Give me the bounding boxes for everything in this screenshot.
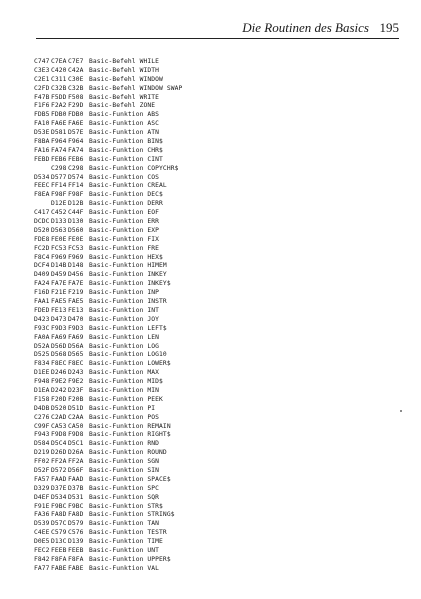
address-col-1: C4EE	[34, 529, 50, 537]
address-col-1: FA24	[34, 280, 50, 288]
listing-row	[34, 67, 394, 76]
address-col-1: F158	[34, 395, 50, 403]
address-col-2: FA8D	[51, 511, 67, 519]
address-col-2: D14B	[51, 262, 67, 270]
listing-row	[34, 94, 394, 103]
listing-row	[34, 449, 394, 458]
address-col-2: FC53	[51, 244, 67, 252]
address-col-1: FDED	[34, 306, 50, 314]
address-col-2: F964	[51, 138, 67, 146]
address-col-1: FDE8	[34, 235, 50, 243]
address-col-3: D148	[68, 262, 84, 270]
address-col-1: F8BA	[34, 138, 50, 146]
address-col-1: F8C4	[34, 253, 50, 261]
address-col-1: C747	[34, 58, 50, 65]
address-col-1: FC2D	[34, 244, 50, 252]
listing-row	[34, 76, 394, 85]
address-col-2: D473	[51, 315, 67, 323]
listing-row	[34, 156, 394, 165]
listing-row	[34, 129, 394, 138]
address-col-3: D574	[68, 173, 84, 181]
routine-description: Basic-Funktion TAN	[89, 520, 160, 528]
listing-row	[34, 458, 394, 467]
listing-row	[34, 307, 394, 316]
address-col-3: FE13	[68, 306, 84, 314]
address-col-1: D0E5	[34, 538, 50, 546]
address-col-3: D12B	[68, 200, 84, 208]
address-col-1: D539	[34, 520, 50, 528]
listing-row	[34, 236, 394, 245]
address-col-2: D568	[51, 351, 67, 359]
address-col-2: C2AD	[51, 413, 67, 421]
address-col-1: D1EE	[34, 369, 50, 377]
address-col-3: D565	[68, 351, 84, 359]
address-col-3: FAAD	[68, 475, 84, 483]
listing-row	[34, 138, 394, 147]
routine-description: Basic-Befehl WINDOW	[89, 75, 163, 83]
address-col-1: F47B	[34, 93, 50, 101]
listing-row	[34, 147, 394, 156]
routine-description: Basic-Funktion CHR$	[89, 146, 163, 154]
routine-description: Basic-Funktion INKEY$	[89, 280, 171, 288]
address-col-3: FF2A	[68, 458, 84, 466]
address-col-2: D56D	[51, 342, 67, 350]
address-col-3: C30E	[68, 75, 84, 83]
address-col-3: D51D	[68, 404, 84, 412]
address-col-3: D37B	[68, 484, 84, 492]
listing-row	[34, 440, 394, 449]
listing-row	[34, 174, 394, 183]
routine-description: Basic-Funktion LEN	[89, 333, 160, 341]
address-col-1: F8EA	[34, 191, 50, 199]
address-col-1: FEC2	[34, 546, 50, 554]
listing-row	[34, 182, 394, 191]
address-col-2: C7EA	[51, 58, 67, 65]
listing-row	[34, 334, 394, 343]
listing-row	[34, 120, 394, 129]
address-col-2: F9BC	[51, 502, 67, 510]
address-col-1: F943	[34, 431, 50, 439]
page-number: 195	[379, 20, 399, 35]
address-col-1: FA16	[34, 146, 50, 154]
routine-description: Basic-Funktion MIN	[89, 386, 160, 394]
listing-row	[34, 111, 394, 120]
routine-description: Basic-Funktion SQR	[89, 493, 160, 501]
address-col-1: C99F	[34, 422, 50, 430]
address-col-1: D53E	[34, 129, 50, 137]
address-col-1: F1F6	[34, 102, 50, 110]
address-col-2: D37E	[51, 484, 67, 492]
address-col-3: C32B	[68, 84, 84, 92]
routine-description: Basic-Funktion STR$	[89, 502, 163, 510]
routine-description: Basic-Befehl WIDTH	[89, 66, 160, 74]
routine-description: Basic-Funktion INKEY	[89, 271, 167, 279]
listing-row	[34, 209, 394, 218]
address-col-2: F9D8	[51, 431, 67, 439]
routine-description: Basic-Funktion COPYCHR$	[89, 164, 179, 172]
address-col-3: F9E2	[68, 378, 84, 386]
routine-description: Basic-Funktion INP	[89, 289, 160, 297]
routine-description: Basic-Funktion COS	[89, 173, 160, 181]
address-col-2: D520	[51, 404, 67, 412]
routine-description: Basic-Funktion SPACE$	[89, 475, 171, 483]
address-col-1: FF02	[34, 458, 50, 466]
address-col-1: F834	[34, 360, 50, 368]
routine-description: Basic-Funktion HEX$	[89, 253, 163, 261]
routine-description: Basic-Funktion DEC$	[89, 191, 163, 199]
address-col-3: F9BC	[68, 502, 84, 510]
address-col-1: C3E3	[34, 66, 50, 74]
address-col-2: C311	[51, 75, 67, 83]
address-col-2: FA69	[51, 333, 67, 341]
routine-description: Basic-Funktion LOG10	[89, 351, 167, 359]
listing-row	[34, 529, 394, 538]
routine-description: Basic-Funktion MAX	[89, 369, 160, 377]
routine-description: Basic-Funktion TIME	[89, 538, 163, 546]
routine-description: Basic-Funktion BIN$	[89, 138, 163, 146]
address-col-2: C32B	[51, 84, 67, 92]
routine-description: Basic-Funktion REMAIN	[89, 422, 171, 430]
routine-description: Basic-Funktion EOF	[89, 209, 160, 217]
routine-description: Basic-Funktion FIX	[89, 235, 160, 243]
address-col-3: FA7E	[68, 280, 84, 288]
address-col-1: DCF4	[34, 262, 50, 270]
listing-row	[34, 227, 394, 236]
listing-row	[34, 360, 394, 369]
address-col-1: D1EA	[34, 386, 50, 394]
listing-row	[34, 565, 394, 574]
address-col-3: F9D8	[68, 431, 84, 439]
address-col-3: F20B	[68, 395, 84, 403]
address-col-2: F8EC	[51, 360, 67, 368]
routine-description: Basic-Funktion ROUND	[89, 449, 167, 457]
address-col-3: C44F	[68, 209, 84, 217]
routine-description: Basic-Funktion TESTR	[89, 529, 167, 537]
routine-description: Basic-Funktion PEEK	[89, 395, 163, 403]
listing-row	[34, 271, 394, 280]
listing-row	[34, 58, 394, 67]
routine-description: Basic-Funktion LEFT$	[89, 324, 167, 332]
listing-row	[34, 316, 394, 325]
listing-row	[34, 387, 394, 396]
address-col-1: D584	[34, 440, 50, 448]
listing-row	[34, 520, 394, 529]
address-col-3: FA69	[68, 333, 84, 341]
address-col-1: D329	[34, 484, 50, 492]
listing-row	[34, 262, 394, 271]
address-col-1: C2FD	[34, 84, 50, 92]
address-col-2: D534	[51, 493, 67, 501]
address-col-2: C579	[51, 529, 67, 537]
routine-description: Basic-Funktion HIMEM	[89, 262, 167, 270]
address-col-3: F964	[68, 138, 84, 146]
routine-description: Basic-Funktion ABS	[89, 111, 160, 119]
address-col-3: F29D	[68, 102, 84, 110]
address-col-2: FAE5	[51, 298, 67, 306]
address-col-3: F98F	[68, 191, 84, 199]
address-col-3: F508	[68, 93, 84, 101]
routine-description: Basic-Befehl WHILE	[89, 58, 160, 65]
address-col-1: D52F	[34, 466, 50, 474]
listing-row	[34, 165, 394, 174]
routine-description: Basic-Funktion RIGHT$	[89, 431, 171, 439]
routine-description: Basic-Funktion RND	[89, 440, 160, 448]
listing-row	[34, 191, 394, 200]
routine-description: Basic-Funktion SGN	[89, 458, 160, 466]
address-col-3: F969	[68, 253, 84, 261]
address-col-2: FDB0	[51, 111, 67, 119]
listing-row	[34, 503, 394, 512]
listing-row	[34, 218, 394, 227]
listing-row	[34, 298, 394, 307]
listing-row	[34, 280, 394, 289]
routine-description: Basic-Befehl WRITE	[89, 93, 160, 101]
listing-row	[34, 405, 394, 414]
listing-row	[34, 200, 394, 209]
address-col-2: FE13	[51, 306, 67, 314]
address-col-2: F9D3	[51, 324, 67, 332]
address-col-2: FE0E	[51, 235, 67, 243]
running-header-title: Die Routinen des Basics	[242, 20, 369, 35]
address-col-2: F9E2	[51, 378, 67, 386]
listing-row	[34, 85, 394, 94]
address-col-3: FE0E	[68, 235, 84, 243]
listing-row	[34, 414, 394, 423]
address-col-1: D4EF	[34, 493, 50, 501]
listing-row	[34, 467, 394, 476]
address-col-3: FA8D	[68, 511, 84, 519]
address-col-3: D56A	[68, 342, 84, 350]
address-col-1: D4DB	[34, 404, 50, 412]
routine-description: Basic-Funktion UPPER$	[89, 555, 171, 563]
address-col-3: F219	[68, 289, 84, 297]
routine-description: Basic-Funktion PI	[89, 404, 156, 412]
address-col-2: D577	[51, 173, 67, 181]
address-col-3: D243	[68, 369, 84, 377]
address-col-2: F5DD	[51, 93, 67, 101]
listing-row	[34, 538, 394, 547]
address-col-1: D219	[34, 449, 50, 457]
address-col-3: F8EC	[68, 360, 84, 368]
routine-description: Basic-Funktion DERR	[89, 200, 163, 208]
address-col-3: FAE5	[68, 298, 84, 306]
listing-row	[34, 325, 394, 334]
address-col-2: F969	[51, 253, 67, 261]
routine-description: Basic-Funktion INT	[89, 306, 160, 314]
routine-description: Basic-Funktion SIN	[89, 466, 160, 474]
address-col-2: D13C	[51, 538, 67, 546]
address-col-3: D139	[68, 538, 84, 546]
address-col-3: FA74	[68, 146, 84, 154]
routine-description: Basic-Funktion FRE	[89, 244, 160, 252]
routine-description: Basic-Funktion LOWER$	[89, 360, 171, 368]
address-col-2: FEB6	[51, 155, 67, 163]
address-col-3: D56F	[68, 466, 84, 474]
address-col-3: FC53	[68, 244, 84, 252]
address-col-2: FA74	[51, 146, 67, 154]
routine-description: Basic-Funktion CREAL	[89, 182, 167, 190]
address-col-1: D423	[34, 315, 50, 323]
address-col-3: D470	[68, 315, 84, 323]
address-col-2: D5C4	[51, 440, 67, 448]
address-col-1: FEEC	[34, 182, 50, 190]
address-col-1: FAA1	[34, 298, 50, 306]
address-col-3: D57E	[68, 129, 84, 137]
address-col-2: F8FA	[51, 555, 67, 563]
address-col-2: D459	[51, 271, 67, 279]
address-col-3: F8FA	[68, 555, 84, 563]
address-col-2: D563	[51, 226, 67, 234]
routine-description: Basic-Funktion UNT	[89, 546, 160, 554]
listing-row	[34, 485, 394, 494]
address-col-1: FA10	[34, 120, 50, 128]
listing-row	[34, 511, 394, 520]
address-col-1: C276	[34, 413, 50, 421]
address-col-1: DCDC	[34, 218, 50, 226]
address-col-3: F9D3	[68, 324, 84, 332]
address-col-2: F2A2	[51, 102, 67, 110]
address-col-2: FF14	[51, 182, 67, 190]
address-col-2: D581	[51, 129, 67, 137]
address-col-1: FA57	[34, 475, 50, 483]
address-col-3: FEB6	[68, 155, 84, 163]
address-col-3: C7E7	[68, 58, 84, 65]
print-speck	[400, 410, 402, 412]
address-col-1: C417	[34, 209, 50, 217]
routine-description: Basic-Funktion EXP	[89, 226, 160, 234]
listing-row	[34, 494, 394, 503]
address-col-2: D572	[51, 466, 67, 474]
address-col-1: D52A	[34, 342, 50, 350]
address-col-1: D409	[34, 271, 50, 279]
address-col-2: D242	[51, 386, 67, 394]
routine-description: Basic-Befehl WINDOW SWAP	[89, 84, 183, 92]
address-col-1: FDB5	[34, 111, 50, 119]
listing-row	[34, 343, 394, 352]
address-col-1: C2E1	[34, 75, 50, 83]
address-col-1: FA36	[34, 511, 50, 519]
routine-description: Basic-Befehl ZONE	[89, 102, 156, 110]
routine-description: Basic-Funktion SPC	[89, 484, 160, 492]
routine-description: Basic-Funktion INSTR	[89, 298, 167, 306]
routine-description: Basic-Funktion CINT	[89, 155, 163, 163]
address-col-3: C2AA	[68, 413, 84, 421]
address-col-3: D5C1	[68, 440, 84, 448]
listing-row	[34, 289, 394, 298]
address-col-2: F20D	[51, 395, 67, 403]
address-col-2: FAAD	[51, 475, 67, 483]
routine-address-listing	[34, 58, 394, 574]
listing-row	[34, 556, 394, 565]
address-col-2: F98F	[51, 191, 67, 199]
listing-row	[34, 378, 394, 387]
address-col-1: D520	[34, 226, 50, 234]
address-col-1: F16D	[34, 289, 50, 297]
address-col-2: FEEB	[51, 546, 67, 554]
address-col-2: D57C	[51, 520, 67, 528]
address-col-2: CA53	[51, 422, 67, 430]
address-col-3: D456	[68, 271, 84, 279]
routine-description: Basic-Funktion ASC	[89, 120, 160, 128]
listing-row	[34, 245, 394, 254]
address-col-3: D26A	[68, 449, 84, 457]
address-col-3: D531	[68, 493, 84, 501]
address-col-3: C298	[68, 164, 84, 172]
listing-row	[34, 254, 394, 263]
address-col-1: FA0A	[34, 333, 50, 341]
listing-row	[34, 102, 394, 111]
routine-description: Basic-Funktion JOY	[89, 315, 160, 323]
routine-description: Basic-Funktion ATN	[89, 129, 160, 137]
address-col-2: FF2A	[51, 458, 67, 466]
listing-row	[34, 396, 394, 405]
address-col-3: FABE	[68, 564, 84, 572]
address-col-2: C298	[51, 164, 67, 172]
routine-description: Basic-Funktion VAL	[89, 564, 160, 572]
address-col-3: FEEB	[68, 546, 84, 554]
address-col-1: F842	[34, 555, 50, 563]
address-col-2: FABE	[51, 564, 67, 572]
routine-description: Basic-Funktion POS	[89, 413, 160, 421]
address-col-2: F21E	[51, 289, 67, 297]
address-col-3: FF14	[68, 182, 84, 190]
address-col-3: FA6E	[68, 120, 84, 128]
address-col-3: C576	[68, 529, 84, 537]
address-col-1: FEBD	[34, 155, 50, 163]
address-col-2: FA6E	[51, 120, 67, 128]
listing-row	[34, 431, 394, 440]
address-col-2: C452	[51, 209, 67, 217]
address-col-2: D12E	[51, 200, 67, 208]
address-col-3: D579	[68, 520, 84, 528]
address-col-3: D23F	[68, 386, 84, 394]
listing-row	[34, 547, 394, 556]
address-col-2: D246	[51, 369, 67, 377]
address-col-1: F948	[34, 378, 50, 386]
address-col-1: F91E	[34, 502, 50, 510]
listing-row	[34, 476, 394, 485]
routine-description: Basic-Funktion STRING$	[89, 511, 175, 519]
address-col-2: D26D	[51, 449, 67, 457]
routine-description: Basic-Funktion ERR	[89, 218, 160, 226]
address-col-3: D130	[68, 218, 84, 226]
page-header	[36, 20, 399, 39]
listing-row	[34, 423, 394, 432]
address-col-1: D534	[34, 173, 50, 181]
address-col-2: C420	[51, 66, 67, 74]
listing-row	[34, 369, 394, 378]
address-col-3: C42A	[68, 66, 84, 74]
address-col-2: D133	[51, 218, 67, 226]
address-col-3: FDB0	[68, 111, 84, 119]
address-col-1: D525	[34, 351, 50, 359]
address-col-1: FA77	[34, 564, 50, 572]
address-col-3: D560	[68, 226, 84, 234]
routine-description: Basic-Funktion LOG	[89, 342, 160, 350]
address-col-2: FA7E	[51, 280, 67, 288]
routine-description: Basic-Funktion MID$	[89, 378, 163, 386]
address-col-1: F93C	[34, 324, 50, 332]
listing-row	[34, 351, 394, 360]
address-col-3: CA50	[68, 422, 84, 430]
